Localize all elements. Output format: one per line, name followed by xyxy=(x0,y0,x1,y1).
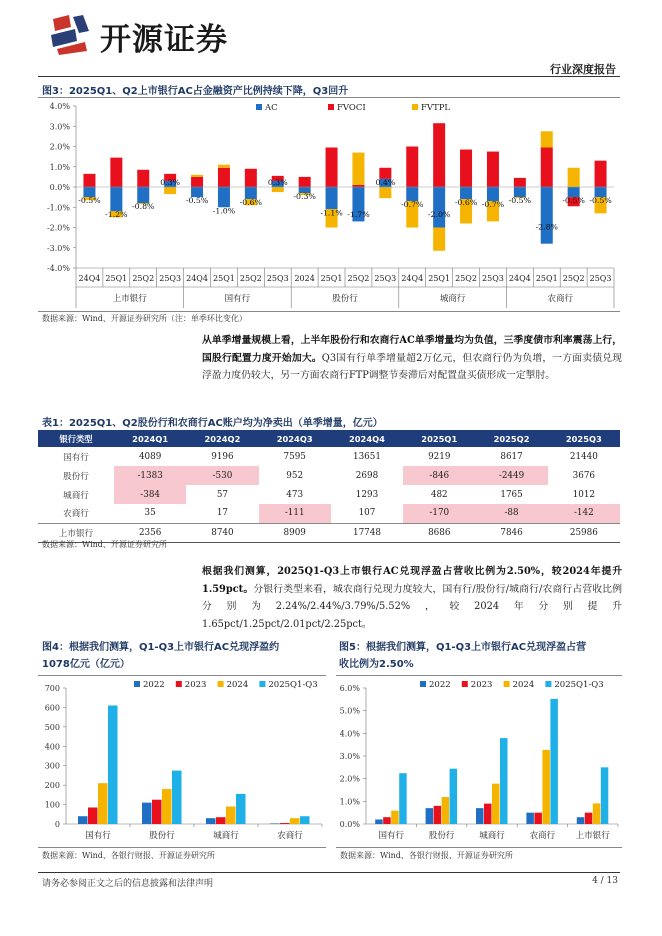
logo-mark-blue xyxy=(51,29,77,47)
fig4-bar xyxy=(98,783,108,824)
paragraph-1-bold: 从单季增量规模上看，上半年股份行和农商行AC单季增量均为负值，三季度债市利率震荡上行，国股行配置力度开始加大。 xyxy=(202,335,622,364)
table1-cell: 1293 xyxy=(355,489,379,500)
fig3-x-tick-label: 2024 xyxy=(294,274,315,283)
fig3-bottom-rule xyxy=(38,311,620,312)
table1-cell: 13651 xyxy=(352,451,381,462)
fig3-bar-fvoci xyxy=(110,158,122,187)
fig3-x-tick-label: 25Q1 xyxy=(535,274,558,283)
fig3-legend-label: FVTPL xyxy=(421,103,451,113)
table1-row xyxy=(38,466,620,485)
table1-cell: 1765 xyxy=(500,489,523,500)
fig5-legend-label: 2022 xyxy=(429,680,451,690)
fig3-bar-fvoci xyxy=(352,185,364,187)
fig5-bar xyxy=(593,803,601,824)
fig4-bar xyxy=(280,823,290,824)
table1-cell: 7846 xyxy=(475,523,547,542)
fig3-bar-fvtpl xyxy=(433,228,445,251)
fig3-x-tick-label: 25Q3 xyxy=(589,274,612,283)
fig3-bar-fvoci xyxy=(460,150,472,187)
fig5-bar xyxy=(383,817,391,824)
fig3-x-tick-label: 25Q2 xyxy=(347,274,370,283)
table1-cell: -1383 xyxy=(114,466,186,485)
fig3-bar-fvoci xyxy=(406,147,418,188)
report-type: 行业深度报告 xyxy=(550,63,616,76)
table1-cell: 21440 xyxy=(569,451,598,462)
table1-cell: -142 xyxy=(548,504,620,523)
fig3-y-tick-label: -1.0% xyxy=(46,203,70,213)
fig3-data-label: -1.7% xyxy=(347,210,370,219)
fig5-y-tick-label: 4.0% xyxy=(339,729,360,739)
logo-mark-red xyxy=(53,15,71,31)
fig3-bar-fvtpl xyxy=(272,187,284,192)
fig4-y-tick-label: 400 xyxy=(44,742,60,752)
table1-cell: -88 xyxy=(475,504,547,523)
fig3-legend-label: FVOCI xyxy=(337,103,366,113)
footer-disclaimer: 请务必参阅正文之后的信息披露和法律声明 xyxy=(42,879,214,889)
fig3-bar-fvoci xyxy=(326,148,338,187)
fig3-data-label: -2.0% xyxy=(427,210,451,219)
fig3-group-label: 国有行 xyxy=(224,294,251,304)
fig4-bar xyxy=(216,817,226,824)
table1-cell: -846 xyxy=(403,466,475,485)
fig3-x-tick-label: 25Q1 xyxy=(213,274,235,283)
fig3-legend-swatch xyxy=(256,104,262,110)
fig3-x-tick-label: 25Q1 xyxy=(428,274,451,283)
fig4-y-tick-label: 0 xyxy=(54,820,60,829)
fig3-data-label: -0.5% xyxy=(562,196,585,206)
table1-cell: 4089 xyxy=(138,451,162,462)
fig3-bar-fvoci xyxy=(514,178,526,187)
fig5-legend-swatch xyxy=(545,681,551,687)
fig3-x-tick-label: 24Q4 xyxy=(78,274,101,283)
table1-cell: 107 xyxy=(358,508,376,519)
fig5-bar xyxy=(550,699,558,824)
fig4-title-line2: 1078亿元（亿元） xyxy=(42,659,130,670)
fig3-y-tick-label: 0.0% xyxy=(49,183,70,192)
fig3-x-tick-label: 25Q1 xyxy=(320,274,343,283)
table1-cell: 952 xyxy=(286,470,304,481)
company-name: 开源证券 xyxy=(100,22,228,58)
fig3-bar-ac xyxy=(406,187,418,201)
table1-cell: 2356 xyxy=(114,523,186,542)
fig4-bar xyxy=(88,807,98,824)
fig4-legend-label: 2023 xyxy=(184,680,207,690)
fig3-source: 数据来源：Wind、开源证券研究所（注：单季环比变化） xyxy=(42,314,247,323)
table1-cell: 2698 xyxy=(355,470,379,481)
fig3-y-tick-label: -3.0% xyxy=(46,243,70,253)
table1-cell: 8740 xyxy=(186,523,258,542)
fig4-x-tick-label: 城商行 xyxy=(213,831,239,841)
fig4-y-tick-label: 200 xyxy=(44,781,60,791)
table1-cell: 8686 xyxy=(403,523,475,542)
fig4-bar xyxy=(152,800,162,824)
fig3-x-tick-label: 25Q2 xyxy=(455,274,477,283)
header-rule xyxy=(38,76,620,77)
fig3-y-tick-label: -4.0% xyxy=(46,264,70,273)
fig4-x-tick-label: 国有行 xyxy=(85,831,111,841)
fig3-data-label: -1.0% xyxy=(212,206,236,216)
fig3-bar-ac xyxy=(326,187,338,209)
table1-cell: 1012 xyxy=(572,489,596,500)
fig5-x-tick-label: 上市银行 xyxy=(575,831,610,841)
fig5-bar xyxy=(476,808,484,824)
fig3-data-label: -0.7% xyxy=(481,200,505,210)
fig3-bar-ac xyxy=(541,187,553,244)
fig3-bar-fvoci xyxy=(595,161,607,187)
fig5-bar xyxy=(492,784,500,824)
fig3-bar-fvoci xyxy=(191,177,203,187)
fig3-bar-fvoci xyxy=(433,123,445,187)
fig3-bar-fvoci xyxy=(299,177,311,187)
table1-cell: 473 xyxy=(286,489,304,500)
fig3-data-label: -0.7% xyxy=(401,200,424,210)
fig3-x-tick-label: 25Q1 xyxy=(105,274,128,283)
fig5-bar xyxy=(577,817,585,824)
fig3-data-label: -0.8% xyxy=(132,202,155,212)
table1-col-header: 2025Q2 xyxy=(475,430,547,447)
fig3-bar-fvoci xyxy=(245,169,257,187)
table1-cell: 9196 xyxy=(211,451,234,462)
table1-cell: -384 xyxy=(114,485,186,504)
page-number: 4 / 13 xyxy=(592,876,618,886)
fig5-bar xyxy=(500,738,508,824)
table1-col-header: 2024Q1 xyxy=(114,430,186,447)
table1-row-label: 国有行 xyxy=(63,452,89,463)
fig5-bar xyxy=(434,806,442,824)
fig5-title-line1: 图5：根据我们测算，Q1-Q3上市银行AC兑现浮盈占营 xyxy=(339,642,587,653)
fig4-x-tick-label: 农商行 xyxy=(277,831,303,841)
company-logo xyxy=(49,15,97,55)
table1-cell: 9219 xyxy=(428,451,451,462)
fig3-x-tick-label: 25Q2 xyxy=(239,274,262,283)
fig3-bar-fvoci xyxy=(487,152,499,187)
fig4-bar xyxy=(300,816,310,824)
fig5-title xyxy=(339,639,624,673)
fig3-bar-fvoci xyxy=(541,148,553,187)
table1-row-label: 农商行 xyxy=(63,509,89,520)
fig5-bar xyxy=(601,767,609,824)
table1-col-header: 2025Q1 xyxy=(403,430,475,447)
fig3-legend-swatch xyxy=(412,104,418,110)
fig4-legend-label: 2025Q1-Q3 xyxy=(268,680,318,690)
table1-cell: 8617 xyxy=(500,451,523,462)
fig4-source: 数据来源：Wind、各银行财报、开源证券研究所 xyxy=(42,851,215,860)
table1-cell: 8909 xyxy=(259,523,331,542)
fig3-chart xyxy=(38,98,620,310)
fig3-bar-ac xyxy=(137,187,149,203)
table1-row xyxy=(38,485,620,504)
fig4-bar xyxy=(226,807,236,824)
fig5-legend-label: 2025Q1-Q3 xyxy=(554,680,604,690)
fig5-bar xyxy=(585,813,593,824)
table1-col-header: 2024Q3 xyxy=(259,430,331,447)
fig5-bottom-rule xyxy=(336,847,622,848)
fig4-title xyxy=(42,639,332,673)
fig3-bar-fvtpl xyxy=(352,153,364,185)
fig5-legend-label: 2023 xyxy=(470,680,493,690)
fig4-bar xyxy=(108,705,118,824)
table1 xyxy=(38,430,620,543)
fig5-x-tick-label: 国有行 xyxy=(378,831,404,841)
fig3-data-label: -0.5% xyxy=(589,196,612,206)
fig3-data-label: -1.1% xyxy=(320,208,343,218)
fig4-x-tick-label: 股份行 xyxy=(149,831,175,841)
fig4-legend-label: 2024 xyxy=(226,680,249,690)
fig5-x-tick-label: 城商行 xyxy=(479,831,505,841)
fig5-y-tick-label: 2.0% xyxy=(339,774,360,784)
table1-cell: 17748 xyxy=(331,523,403,542)
table1-row xyxy=(38,504,620,523)
fig3-data-label: -0.5% xyxy=(508,196,532,206)
fig5-title-line2: 收比例为2.50% xyxy=(339,659,414,670)
fig5-source: 数据来源：Wind、各银行财报、开源证券研究所 xyxy=(340,851,513,860)
fig3-x-tick-label: 25Q2 xyxy=(132,274,155,283)
fig3-y-tick-label: 2.0% xyxy=(49,142,70,152)
fig4-y-tick-label: 100 xyxy=(44,800,60,810)
fig5-bar xyxy=(484,804,492,824)
fig4-bar xyxy=(270,823,280,824)
fig4-chart xyxy=(38,676,326,846)
fig3-bar-fvtpl xyxy=(568,168,580,187)
fig3-y-tick-label: 3.0% xyxy=(49,122,70,132)
paragraph-2-bold: 根据我们测算，2025Q1-Q3上市银行AC兑现浮盈占营收比例为2.50%，较2024年提升1.59pct。 xyxy=(202,566,622,595)
fig4-bar xyxy=(78,816,88,824)
fig3-x-tick-label: 25Q3 xyxy=(266,274,289,283)
fig3-data-label: 0.3% xyxy=(267,178,288,187)
fig3-data-label: -0.6% xyxy=(454,198,478,208)
fig3-group-label: 股份行 xyxy=(332,294,358,304)
table1-row-label: 股份行 xyxy=(63,471,89,482)
fig4-bar xyxy=(162,789,172,824)
fig3-legend-swatch xyxy=(328,104,334,110)
fig3-bar-fvtpl xyxy=(218,165,230,168)
fig4-title-line1: 图4：根据我们测算，Q1-Q3上市银行AC兑现浮盈约 xyxy=(42,642,280,653)
fig3-y-tick-label: 1.0% xyxy=(49,162,70,172)
fig3-x-tick-label: 24Q4 xyxy=(186,274,208,283)
fig5-y-tick-label: 5.0% xyxy=(339,706,360,716)
fig3-bar-fvtpl xyxy=(164,187,176,194)
footer-rule xyxy=(38,872,620,873)
table1-col-header: 2025Q3 xyxy=(548,430,620,447)
fig3-x-tick-label: 25Q3 xyxy=(482,274,504,283)
fig5-bar xyxy=(450,769,458,824)
table1-col-header: 银行类型 xyxy=(38,430,114,447)
fig4-bar xyxy=(172,771,182,824)
fig4-bar xyxy=(236,794,246,824)
fig3-bar-ac xyxy=(110,187,122,211)
table1-title: 表1：2025Q1、Q2股份行和农商行AC账户均为净卖出（单季增量，亿元） xyxy=(42,418,383,429)
paragraph-2 xyxy=(202,563,622,633)
fig5-y-tick-label: 0.0% xyxy=(339,820,360,829)
fig5-x-tick-label: 股份行 xyxy=(428,831,455,841)
fig3-data-label: 0.4% xyxy=(375,178,396,187)
fig3-data-label: -1.2% xyxy=(105,210,128,219)
table1-cell: -111 xyxy=(259,504,331,523)
fig3-data-label: -2.8% xyxy=(535,222,558,232)
logo-mark-blue-2 xyxy=(73,15,89,33)
table1-row-label: 城商行 xyxy=(63,490,89,501)
fig4-legend-label: 2022 xyxy=(143,680,165,690)
fig3-y-tick-label: -2.0% xyxy=(46,223,70,233)
fig3-x-tick-label: 25Q3 xyxy=(374,274,397,283)
table1-row xyxy=(38,447,620,466)
table1-cell: -2449 xyxy=(475,466,547,485)
fig4-y-tick-label: 600 xyxy=(44,703,60,713)
fig3-x-tick-label: 25Q2 xyxy=(562,274,585,283)
table1-cell: 482 xyxy=(430,489,448,500)
fig4-legend-swatch xyxy=(134,681,140,687)
table1-cell: 3676 xyxy=(572,470,596,481)
fig4-bar xyxy=(290,818,300,824)
fig3-x-tick-label: 25Q3 xyxy=(159,274,182,283)
fig4-legend-swatch xyxy=(176,681,182,687)
fig5-bar xyxy=(534,813,542,824)
fig5-legend-swatch xyxy=(504,681,510,687)
table1-col-header: 2024Q4 xyxy=(331,430,403,447)
fig4-bar xyxy=(206,818,216,824)
fig3-title: 图3：2025Q1、Q2上市银行AC占金融资产比例持续下降，Q3回升 xyxy=(42,86,349,97)
fig5-x-tick-label: 农商行 xyxy=(529,831,556,841)
fig4-bottom-rule xyxy=(38,847,326,848)
paragraph-1-text: Q3国有行单季增量超2万亿元，但农商行仍为负增，一方面卖债兑现浮盈力度仍较大，另一方面农商行FTP调整节奏滞后对配置盘买债形成一定掣肘。 xyxy=(202,352,623,382)
fig3-bar-ac xyxy=(218,187,230,207)
fig5-legend-swatch xyxy=(420,681,426,687)
fig5-bar xyxy=(375,819,383,824)
fig3-y-tick-label: 4.0% xyxy=(49,102,70,111)
fig5-y-tick-label: 1.0% xyxy=(339,797,360,807)
table1-col-header: 2024Q2 xyxy=(186,430,258,447)
table1-cell: 25986 xyxy=(548,523,620,542)
fig4-y-tick-label: 500 xyxy=(44,722,60,732)
table1-cell: 7595 xyxy=(283,451,306,462)
fig3-data-label: -0.3% xyxy=(293,192,316,202)
table1-cell: -170 xyxy=(403,504,475,523)
paragraph-2-text: 分银行类型来看，城农商行兑现力度较大，国有行/股份行/城商行/农商行占营收比例分别为2.24%/2.44%/3.79%/5.52%，较2024年分别提升1.65pct/1.25pct/2.01pct/2.25pct。 xyxy=(202,583,623,630)
fig5-chart xyxy=(336,676,622,846)
fig3-bar-fvtpl xyxy=(379,187,391,198)
table1-cell: -530 xyxy=(186,466,258,485)
fig3-x-tick-label: 24Q4 xyxy=(401,274,424,283)
fig5-y-tick-label: 3.0% xyxy=(339,752,360,761)
paragraph-1 xyxy=(202,332,622,385)
table1-cell: 57 xyxy=(216,489,229,500)
fig5-bar xyxy=(526,813,534,824)
table1-source: 数据来源：Wind、开源证券研究所 xyxy=(42,540,167,549)
fig5-bar xyxy=(442,797,450,824)
fig4-legend-swatch xyxy=(259,681,265,687)
fig5-bar xyxy=(426,808,434,824)
fig5-legend-swatch xyxy=(462,681,468,687)
fig5-y-tick-label: 6.0% xyxy=(339,684,360,693)
fig3-data-label: -0.5% xyxy=(78,196,101,206)
fig4-legend-swatch xyxy=(218,681,224,687)
table1-header-row xyxy=(38,430,620,447)
fig3-group-label: 城商行 xyxy=(439,294,466,304)
fig5-bar xyxy=(399,773,407,824)
fig3-data-label: -0.6% xyxy=(239,198,263,208)
fig3-bar-fvoci xyxy=(218,168,230,187)
fig3-bar-fvoci xyxy=(83,174,95,187)
table1-row-label: 上市银行 xyxy=(38,523,114,542)
fig3-data-label: 0.3% xyxy=(160,178,181,187)
table1-cell: 35 xyxy=(144,508,156,519)
fig5-legend-label: 2024 xyxy=(512,680,535,690)
fig5-bar xyxy=(542,750,550,824)
fig3-group-label: 上市银行 xyxy=(112,294,147,304)
fig4-bar xyxy=(142,803,152,824)
table1-cell: 17 xyxy=(216,508,229,519)
fig4-y-tick-label: 700 xyxy=(44,684,60,693)
fig3-data-label: -0.5% xyxy=(185,196,209,206)
fig3-bar-fvtpl xyxy=(191,175,203,177)
fig3-group-label: 农商行 xyxy=(547,294,573,304)
fig5-bar xyxy=(391,811,399,824)
fig3-bar-fvoci xyxy=(137,170,149,187)
fig3-bar-fvtpl xyxy=(541,131,553,147)
fig3-legend-label: AC xyxy=(265,103,278,113)
fig3-bar-ac xyxy=(487,187,499,201)
fig4-y-tick-label: 300 xyxy=(44,761,60,771)
fig3-bar-ac xyxy=(433,187,445,228)
fig3-x-tick-label: 24Q4 xyxy=(508,274,531,283)
